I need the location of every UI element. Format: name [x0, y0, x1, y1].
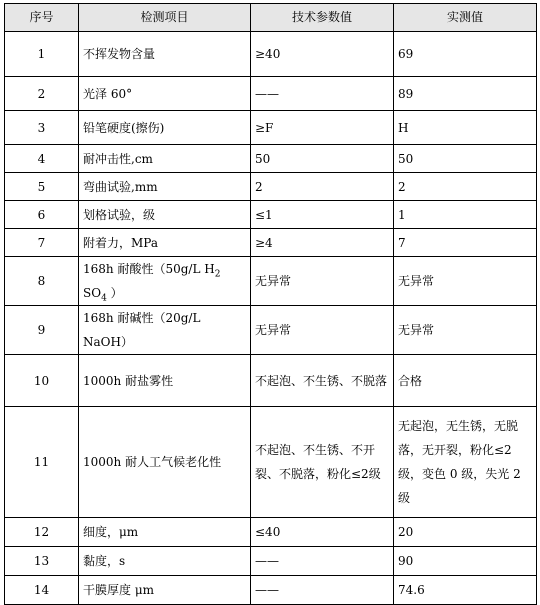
row-item: 168h 耐碱性（20g/L NaOH） — [79, 306, 251, 355]
table-row — [5, 355, 537, 407]
table-row — [5, 518, 537, 547]
row-spec: 不起泡、不生锈、不脱落 — [251, 355, 394, 407]
row-measured: 无异常 — [394, 306, 537, 355]
table-row — [5, 547, 537, 576]
row-no: 8 — [5, 257, 79, 306]
row-measured: 1 — [394, 201, 537, 229]
row-item: 1000h 耐盐雾性 — [79, 355, 251, 407]
row-measured: 20 — [394, 518, 537, 547]
row-item: 细度，μm — [79, 518, 251, 547]
header-measured: 实测值 — [394, 4, 537, 32]
row-spec: 无异常 — [251, 257, 394, 306]
row-measured: 2 — [394, 173, 537, 201]
table-row — [5, 77, 537, 111]
row-item: 不挥发物含量 — [79, 32, 251, 77]
row-spec: —— — [251, 77, 394, 111]
header-row — [5, 4, 537, 32]
row-spec: ≤1 — [251, 201, 394, 229]
subscript-4: 4 — [101, 293, 107, 304]
row-no: 13 — [5, 547, 79, 576]
row-no: 12 — [5, 518, 79, 547]
row-no: 10 — [5, 355, 79, 407]
row-item — [79, 257, 251, 306]
row-no: 7 — [5, 229, 79, 257]
row-spec: 2 — [251, 173, 394, 201]
table-row — [5, 173, 537, 201]
row-measured: 合格 — [394, 355, 537, 407]
item-main-text: 168h 耐酸性（50g/L H — [83, 262, 215, 276]
table-row — [5, 257, 537, 306]
table-row — [5, 201, 537, 229]
row-no: 6 — [5, 201, 79, 229]
header-spec: 技术参数值 — [251, 4, 394, 32]
row-item: 铅笔硬度(擦伤) — [79, 111, 251, 145]
row-no: 2 — [5, 77, 79, 111]
row-measured: H — [394, 111, 537, 145]
row-spec: ≥F — [251, 111, 394, 145]
row-item: 干膜厚度 μm — [79, 576, 251, 605]
row-spec: —— — [251, 547, 394, 576]
row-measured: 74.6 — [394, 576, 537, 605]
table-row — [5, 32, 537, 77]
row-spec: 50 — [251, 145, 394, 173]
row-no: 3 — [5, 111, 79, 145]
item-end-text: ） — [106, 286, 123, 300]
table-row — [5, 229, 537, 257]
row-item: 耐冲击性,cm — [79, 145, 251, 173]
table-row — [5, 407, 537, 518]
row-spec: ≥40 — [251, 32, 394, 77]
row-no: 9 — [5, 306, 79, 355]
row-item: 光泽 60° — [79, 77, 251, 111]
row-item: 弯曲试验,mm — [79, 173, 251, 201]
row-spec: 无异常 — [251, 306, 394, 355]
row-measured: 89 — [394, 77, 537, 111]
row-item: 附着力，MPa — [79, 229, 251, 257]
subscript-2: 2 — [214, 269, 221, 280]
row-no: 14 — [5, 576, 79, 605]
row-measured: 50 — [394, 145, 537, 173]
row-item: 黏度，s — [79, 547, 251, 576]
row-item: 划格试验，级 — [79, 201, 251, 229]
row-no: 5 — [5, 173, 79, 201]
row-item: 1000h 耐人工气候老化性 — [79, 407, 251, 518]
header-item: 检测项目 — [79, 4, 251, 32]
header-no: 序号 — [5, 4, 79, 32]
table-row — [5, 576, 537, 605]
row-spec: ≥4 — [251, 229, 394, 257]
table-row — [5, 306, 537, 355]
table-row — [5, 111, 537, 145]
test-results-table — [4, 3, 537, 605]
row-spec: ≤40 — [251, 518, 394, 547]
row-spec: 不起泡、不生锈、不开裂、不脱落，粉化≤2级 — [251, 407, 394, 518]
row-measured: 无起泡，无生锈，无脱落，无开裂，粉化≤2级，变色 0 级，失光 2 级 — [394, 407, 537, 518]
row-measured: 无异常 — [394, 257, 537, 306]
table-row — [5, 145, 537, 173]
row-measured: 69 — [394, 32, 537, 77]
row-no: 1 — [5, 32, 79, 77]
row-spec: —— — [251, 576, 394, 605]
row-measured: 7 — [394, 229, 537, 257]
row-no: 11 — [5, 407, 79, 518]
row-measured: 90 — [394, 547, 537, 576]
item-mid-text: SO — [83, 286, 102, 300]
row-no: 4 — [5, 145, 79, 173]
